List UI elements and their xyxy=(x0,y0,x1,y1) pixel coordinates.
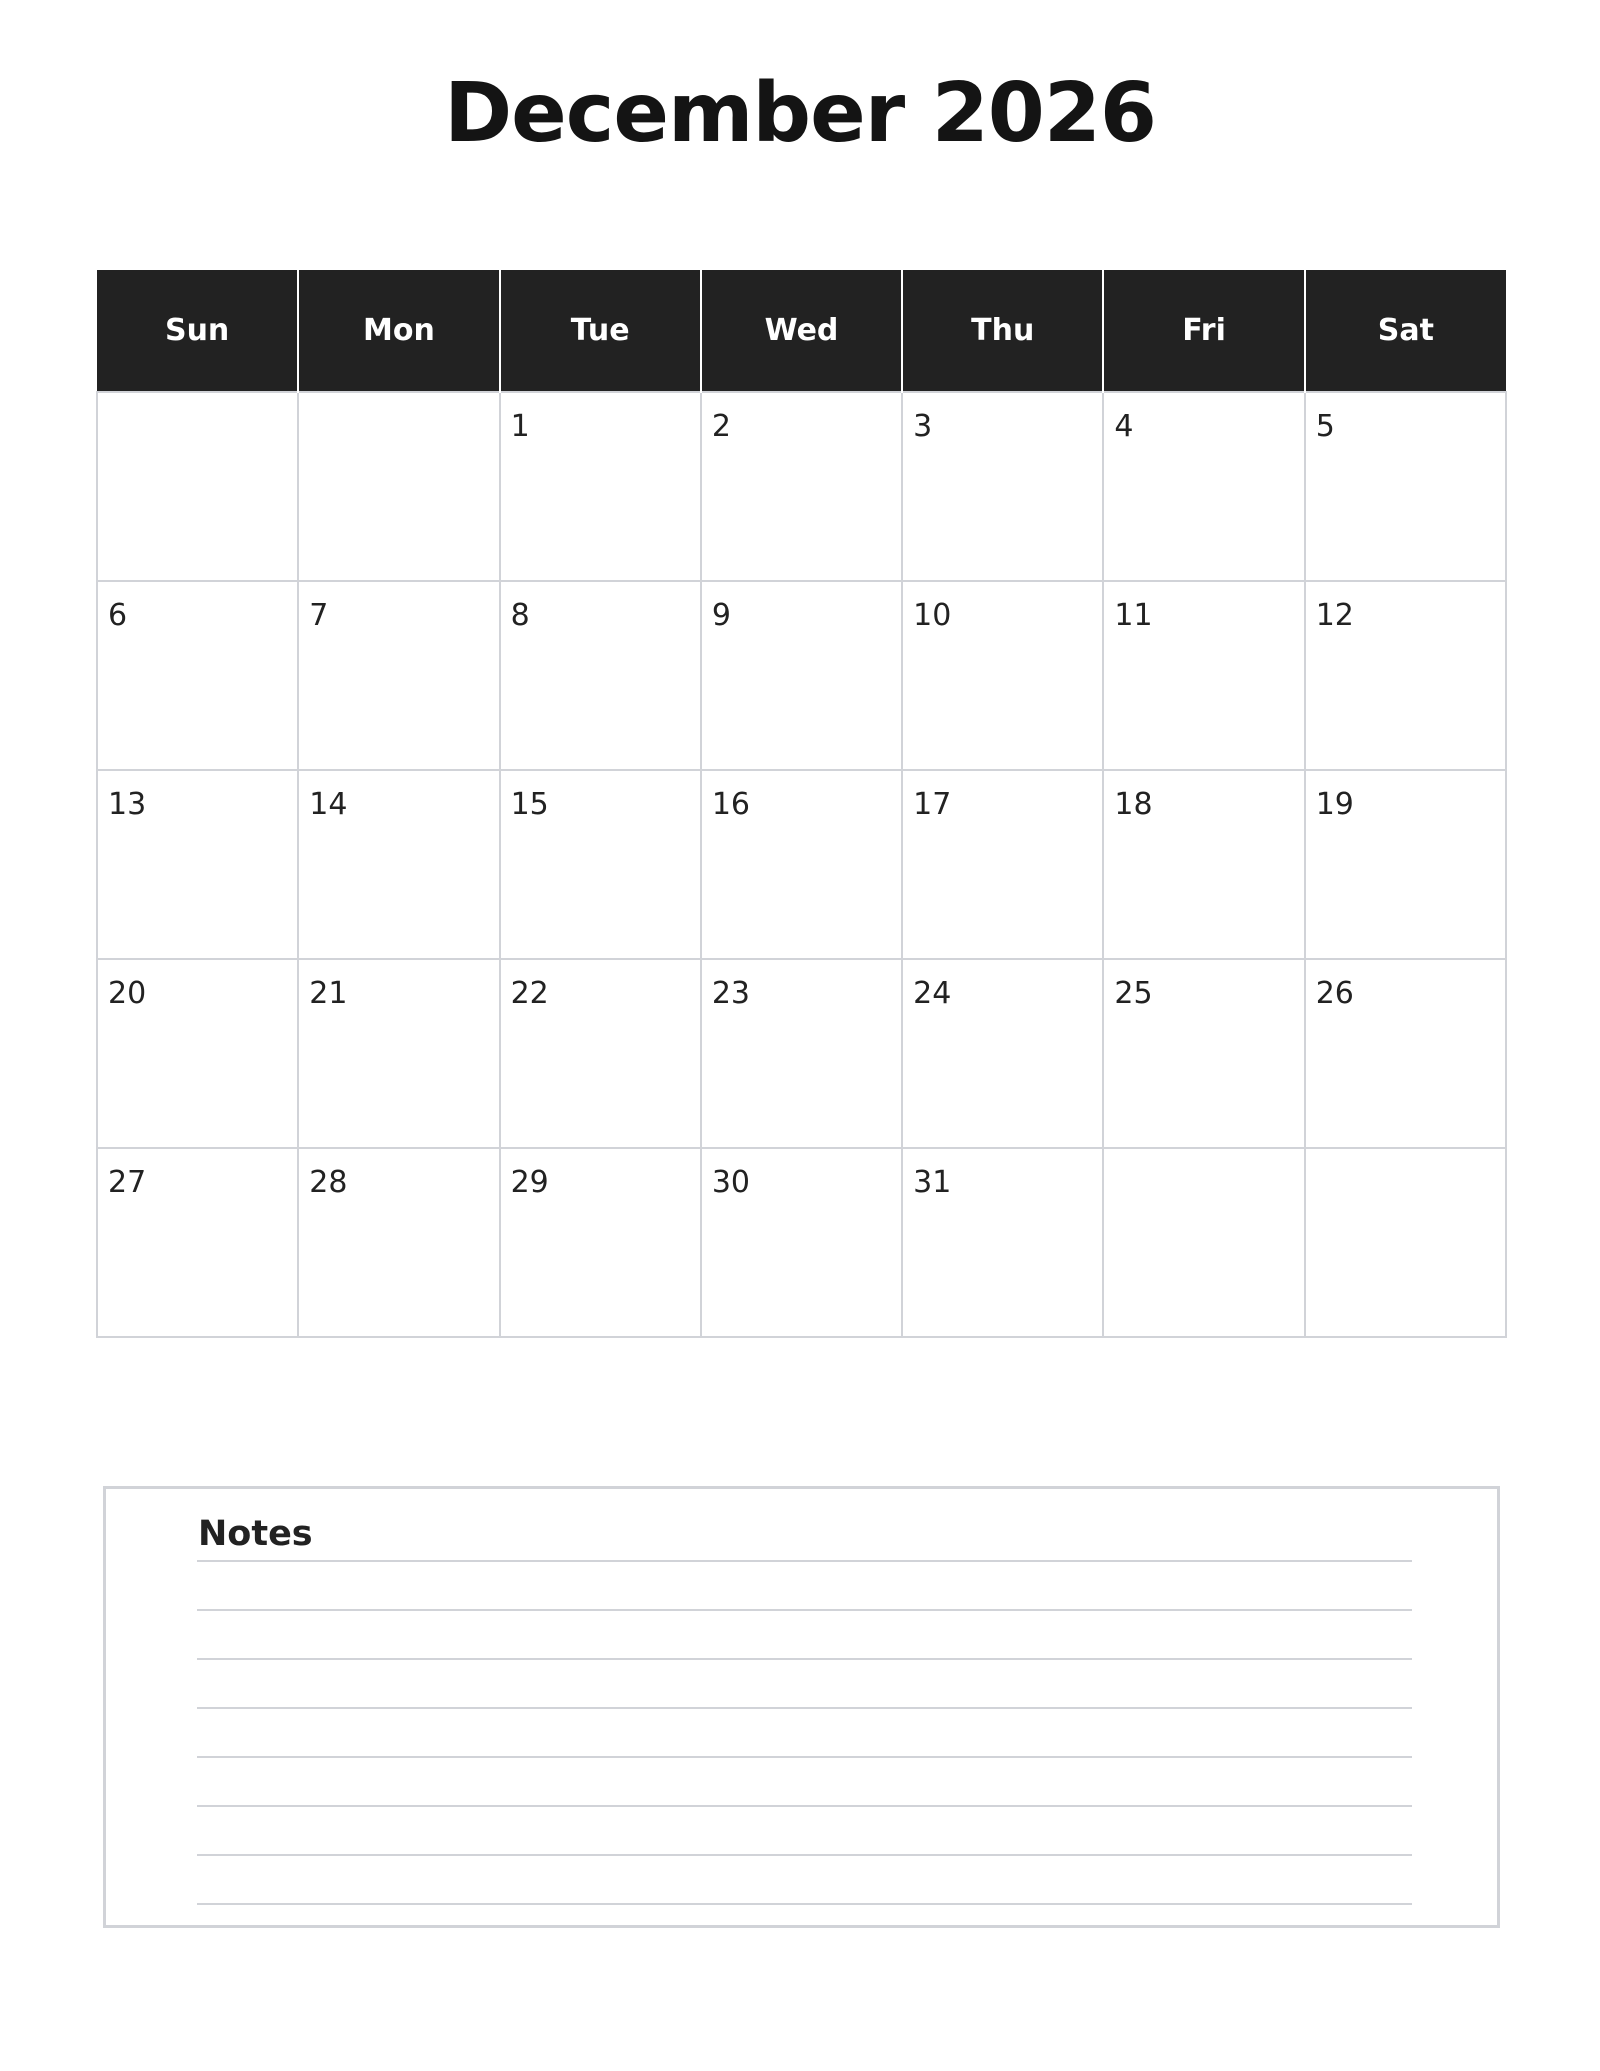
day-cell xyxy=(1103,959,1304,1148)
note-line xyxy=(197,1658,1412,1660)
day-cell xyxy=(1103,770,1304,959)
weekday-header-row xyxy=(97,270,1506,392)
day-cell xyxy=(902,1148,1103,1337)
day-cell xyxy=(1305,581,1506,770)
day-number: 16 xyxy=(711,787,751,822)
day-cell xyxy=(500,392,701,581)
day-number: 2 xyxy=(711,409,731,444)
day-cell xyxy=(1305,392,1506,581)
day-number: 4 xyxy=(1114,409,1134,444)
day-cell xyxy=(298,770,499,959)
note-line xyxy=(197,1903,1412,1905)
day-number: 5 xyxy=(1315,409,1335,444)
day-number: 13 xyxy=(108,787,147,822)
day-number: 20 xyxy=(108,976,147,1011)
week-row xyxy=(97,770,1506,959)
day-cell xyxy=(97,959,298,1148)
day-cell xyxy=(902,959,1103,1148)
day-cell xyxy=(1305,959,1506,1148)
day-number: 18 xyxy=(1114,787,1153,822)
day-number: 11 xyxy=(1114,598,1153,633)
calendar-grid xyxy=(96,270,1507,1338)
day-cell xyxy=(902,392,1103,581)
day-cell xyxy=(500,581,701,770)
weekday-header-sat: Sat xyxy=(1305,270,1506,392)
day-number: 15 xyxy=(510,787,549,822)
day-number: 17 xyxy=(913,787,952,822)
weekday-header-mon: Mon xyxy=(298,270,499,392)
week-row xyxy=(97,581,1506,770)
day-number: 22 xyxy=(510,976,549,1011)
day-cell xyxy=(1103,581,1304,770)
day-cell xyxy=(500,959,701,1148)
day-cell xyxy=(701,770,902,959)
note-line xyxy=(197,1560,1412,1562)
day-number: 21 xyxy=(309,976,348,1011)
day-number: 23 xyxy=(711,976,751,1011)
day-cell xyxy=(500,770,701,959)
day-cell xyxy=(97,581,298,770)
note-line xyxy=(197,1854,1412,1856)
day-cell xyxy=(298,959,499,1148)
day-number: 7 xyxy=(309,598,329,633)
day-cell xyxy=(298,392,499,581)
day-number: 3 xyxy=(913,409,933,444)
day-cell xyxy=(298,1148,499,1337)
day-number: 29 xyxy=(510,1165,549,1200)
day-cell xyxy=(902,581,1103,770)
day-number: 24 xyxy=(913,976,952,1011)
weekday-header-thu: Thu xyxy=(902,270,1103,392)
day-cell xyxy=(97,392,298,581)
day-number: 27 xyxy=(108,1165,147,1200)
day-number: 9 xyxy=(711,598,731,633)
note-line xyxy=(197,1707,1412,1709)
weekday-header-sun: Sun xyxy=(97,270,298,392)
day-number: 28 xyxy=(309,1165,348,1200)
day-cell xyxy=(701,1148,902,1337)
day-cell xyxy=(1103,1148,1304,1337)
day-cell xyxy=(97,770,298,959)
day-number: 12 xyxy=(1315,598,1354,633)
weekday-header-tue: Tue xyxy=(500,270,701,392)
day-cell xyxy=(1305,770,1506,959)
day-cell xyxy=(1103,392,1304,581)
day-number: 30 xyxy=(711,1165,751,1200)
day-number: 19 xyxy=(1315,787,1354,822)
day-cell xyxy=(97,1148,298,1337)
day-cell xyxy=(701,581,902,770)
note-line xyxy=(197,1756,1412,1758)
day-cell xyxy=(298,581,499,770)
day-cell xyxy=(902,770,1103,959)
page-title: December 2026 xyxy=(444,66,1156,161)
weekday-header-fri: Fri xyxy=(1103,270,1304,392)
day-cell xyxy=(500,1148,701,1337)
notes-title: Notes xyxy=(198,1514,313,1554)
note-line xyxy=(197,1805,1412,1807)
notes-box[interactable] xyxy=(103,1486,1500,1928)
week-row xyxy=(97,959,1506,1148)
day-number: 14 xyxy=(309,787,348,822)
day-number: 10 xyxy=(913,598,952,633)
day-cell xyxy=(1305,1148,1506,1337)
week-row xyxy=(97,1148,1506,1337)
day-cell xyxy=(701,959,902,1148)
day-number: 26 xyxy=(1315,976,1354,1011)
note-line xyxy=(197,1609,1412,1611)
weekday-header-wed: Wed xyxy=(701,270,902,392)
day-number: 1 xyxy=(510,409,530,444)
day-cell xyxy=(701,392,902,581)
week-row xyxy=(97,392,1506,581)
day-number: 31 xyxy=(913,1165,952,1200)
day-number: 6 xyxy=(108,598,128,633)
day-number: 25 xyxy=(1114,976,1153,1011)
day-number: 8 xyxy=(510,598,530,633)
